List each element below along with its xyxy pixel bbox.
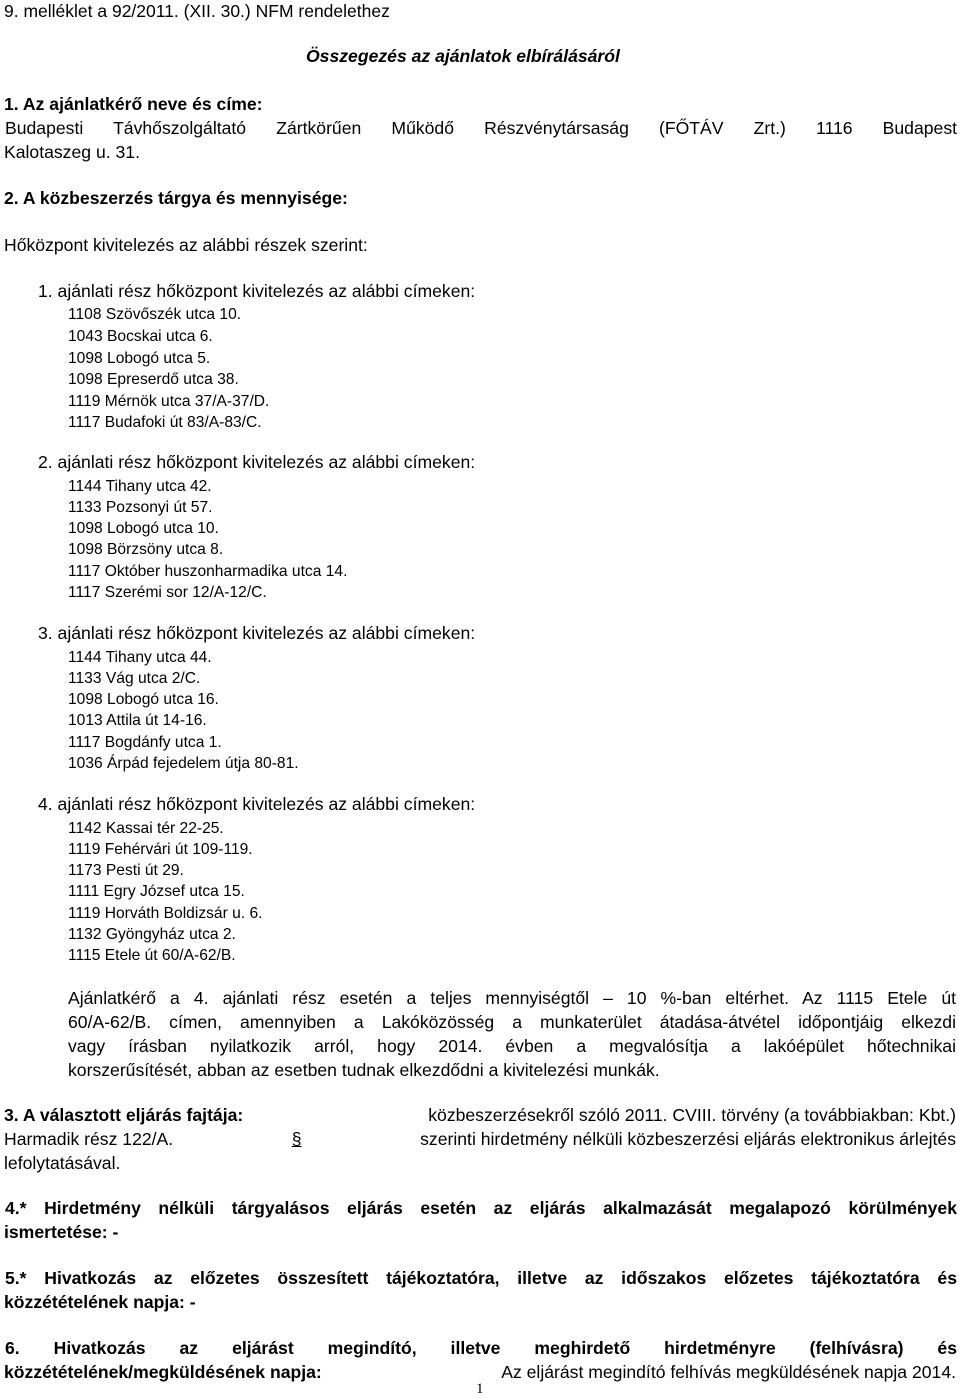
- document-header: 9. melléklet a 92/2011. (XII. 30.) NFM rendelethez: [4, 1, 390, 21]
- address-item: 1098 Lobogó utca 16.: [68, 691, 219, 708]
- part-4-title: 4. ajánlati rész hőközpont kivitelezés az alábbi címeken:: [38, 794, 476, 814]
- address-item: 1043 Bocskai utca 6.: [68, 328, 213, 345]
- address-item: 1115 Etele út 60/A-62/B.: [68, 947, 236, 964]
- section-sign: §: [291, 1129, 302, 1149]
- contracting-authority-address: Kalotaszeg u. 31.: [4, 142, 140, 162]
- section-6-text: Az eljárást megindító felhívás megküldésének napja 2014.: [501, 1362, 956, 1382]
- address-item: 1013 Attila út 14-16.: [68, 712, 207, 729]
- address-item: 1144 Tihany utca 42.: [68, 478, 212, 495]
- section-3-line-1: [4, 1107, 956, 1125]
- address-item: 1098 Lobogó utca 5.: [68, 350, 211, 367]
- section-6-heading-cont: közzétételének/megküldésének napja:: [4, 1362, 322, 1382]
- section-4-heading-cont: ismertetése: -: [4, 1222, 119, 1242]
- section-6-line-2: [4, 1364, 956, 1382]
- deviation-note-line: Ajánlatkérő a 4. ajánlati rész esetén a teljes mennyiségtől – 10 %-ban eltérhet. Az 1115 Etele út: [68, 988, 956, 1008]
- address-item: 1117 Budafoki út 83/A-83/C.: [68, 414, 262, 431]
- document-title: Összegezés az ajánlatok elbírálásáról: [306, 46, 620, 66]
- part-2-title: 2. ajánlati rész hőközpont kivitelezés az alábbi címeken:: [38, 452, 476, 472]
- deviation-note-line: vagy írásban nyilatkozik arról, hogy 2014. évben a megvalósítja a lakóépület hőtechnikai: [68, 1036, 956, 1056]
- section-2-heading: 2. A közbeszerzés tárgya és mennyisége:: [4, 188, 348, 208]
- section-5-heading: 5.* Hivatkozás az előzetes összesített tájékoztatóra, illetve az időszakos előzetes tájékoztatóra és: [5, 1268, 957, 1288]
- deviation-note-line: korszerűsítését, abban az esetben tudnak elkezdődni a kivitelezési munkák.: [68, 1060, 660, 1080]
- address-item: 1111 Egry József utca 15.: [68, 883, 245, 900]
- address-item: 1117 Október huszonharmadika utca 14.: [68, 563, 348, 580]
- address-item: 1133 Vág utca 2/C.: [68, 670, 201, 687]
- deviation-note-line: 60/A-62/B. címen, amennyiben a Lakóközösség a munkaterület átadása-átvétel időpontjáig elkezdi: [68, 1012, 956, 1032]
- address-item: 1119 Horváth Boldizsár u. 6.: [68, 905, 263, 922]
- contracting-authority-name: Budapesti Távhőszolgáltató Zártkörűen Működő Részvénytársaság (FŐTÁV Zrt.) 1116 Budapest: [5, 118, 957, 138]
- part-3-title: 3. ajánlati rész hőközpont kivitelezés az alábbi címeken:: [38, 623, 476, 643]
- part-1-title: 1. ajánlati rész hőközpont kivitelezés az alábbi címeken:: [38, 281, 476, 301]
- address-item: 1117 Bogdánfy utca 1.: [68, 734, 222, 751]
- page-number: 1: [476, 1381, 484, 1397]
- section-3-text: közbeszerzésekről szóló 2011. CVIII. törvény (a továbbiakban: Kbt.): [428, 1105, 956, 1125]
- section-1-heading: 1. Az ajánlatkérő neve és címe:: [4, 94, 263, 114]
- section-6-heading: 6. Hivatkozás az eljárást megindító, illetve meghirdető hirdetményre (felhívásra) és: [5, 1338, 957, 1358]
- section-3-text: Harmadik rész 122/A.: [4, 1129, 174, 1149]
- section-5-heading-cont: közzétételének napja: -: [4, 1292, 196, 1312]
- address-item: 1098 Epreserdő utca 38.: [68, 371, 239, 388]
- section-3-text: szerinti hirdetmény nélküli közbeszerzési eljárás elektronikus árlejtés: [420, 1129, 956, 1149]
- address-item: 1142 Kassai tér 22-25.: [68, 820, 224, 837]
- address-item: 1119 Fehérvári út 109-119.: [68, 841, 253, 858]
- address-item: 1144 Tihany utca 44.: [68, 649, 212, 666]
- address-item: 1036 Árpád fejedelem útja 80-81.: [68, 755, 299, 772]
- section-3-line-2: [4, 1131, 956, 1149]
- address-item: 1119 Mérnök utca 37/A-37/D.: [68, 393, 270, 410]
- address-item: 1108 Szövőszék utca 10.: [68, 306, 242, 323]
- address-item: 1098 Börzsöny utca 8.: [68, 541, 224, 558]
- address-item: 1133 Pozsonyi út 57.: [68, 499, 213, 516]
- address-item: 1173 Pesti út 29.: [68, 862, 184, 879]
- address-item: 1132 Gyöngyház utca 2.: [68, 926, 236, 943]
- address-item: 1117 Szerémi sor 12/A-12/C.: [68, 584, 267, 601]
- section-4-heading: 4.* Hirdetmény nélküli tárgyalásos eljárás esetén az eljárás alkalmazását megalapozó körülmények: [5, 1198, 957, 1218]
- section-2-intro: Hőközpont kivitelezés az alábbi részek szerint:: [4, 235, 368, 255]
- address-item: 1098 Lobogó utca 10.: [68, 520, 219, 537]
- section-3-heading: 3. A választott eljárás fajtája:: [4, 1105, 244, 1125]
- section-3-text: lefolytatásával.: [4, 1153, 121, 1173]
